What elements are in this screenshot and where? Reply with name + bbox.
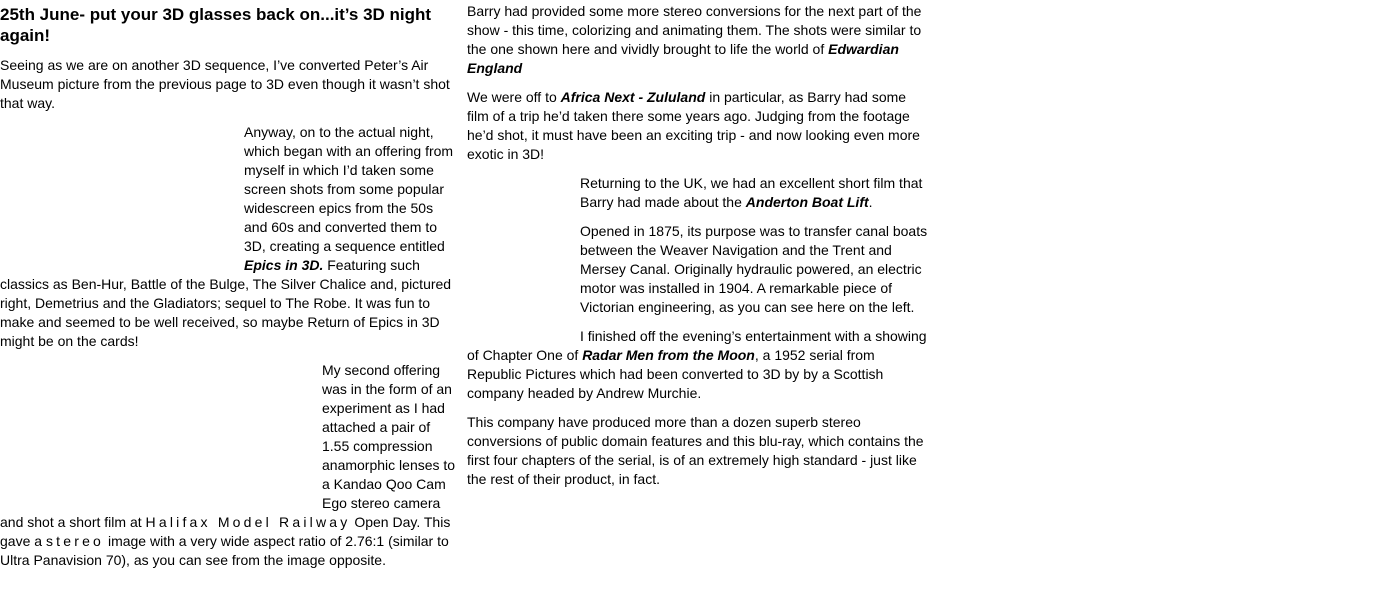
uk-paragraph: Returning to the UK, we had an excellent short film that Barry had made about the Anderton Boat Lift. bbox=[580, 175, 923, 210]
zululand-title: Africa Next - Zululand bbox=[560, 89, 706, 105]
edwardian-title: Edwardian England bbox=[467, 41, 899, 76]
epics-title: Epics in 3D. bbox=[244, 257, 324, 273]
africa-paragraph: We were off to Africa Next - Zululand in particular, as Barry had some film of a trip he’d taken there some years ago. Judging from the footage he’d shot, it must have been an exciting trip - and now looking even more exotic in 3D! bbox=[467, 89, 920, 162]
epics-paragraph: Anyway, on to the actual night, which began with an offering from myself in which I’d taken some screen shots from some popular widescreen epics from the 50s and 60s and converted them to 3D, creating a sequence entitled Epics in 3D. Featuring such classics as Ben-Hur, Battle of the Bulge, The Silver Chalice and, pictured right, Demetrius and the Gladiators; sequel to The Robe. It was fun to make and seemed to be well received, so maybe Return of Epics in 3D might be on the cards! bbox=[0, 124, 454, 349]
left-column bbox=[0, 0, 460, 580]
radar-title: Radar Men from the Moon bbox=[582, 347, 755, 363]
image-placeholder-railway bbox=[0, 361, 322, 501]
boatlift-paragraph: Opened in 1875, its purpose was to transfer canal boats between the Weaver Navigation and the Trent and Mersey Canal. Originally hydraulic powered, an electric motor was installed in 1904. A remarkable piece of Victorian engineering, as you can see here on the left. bbox=[580, 223, 928, 315]
image-placeholder-epics bbox=[0, 123, 244, 261]
radar-paragraph: I finished off the evening’s entertainment with a showing of Chapter One of Radar Men from the Moon, a 1952 serial from Republic Pictures which had been converted to 3D by by a Scottish company headed by Andrew Murchie. bbox=[467, 328, 927, 401]
anderton-title: Anderton Boat Lift bbox=[745, 194, 869, 210]
stereo-paragraph: Barry had provided some more stereo conversions for the next part of the show - this time, colorizing and animating them. The shots were similar to the one shown here and vividly brought to life the world of Edwardian England bbox=[467, 3, 922, 76]
image-placeholder-boatlift bbox=[467, 174, 580, 331]
intro-paragraph: Seeing as we are on another 3D sequence, I’ve converted Peter’s Air Museum picture from the previous page to 3D even though it wasn’t shot that way. bbox=[0, 57, 450, 111]
company-paragraph: This company have produced more than a dozen superb stereo conversions of public domain features and this blu-ray, which contains the first four chapters of the serial, is of an extremely high standard - just like the rest of their product, in fact. bbox=[467, 414, 924, 487]
experiment-paragraph: My second offering was in the form of an experiment as I had attached a pair of 1.55 compression anamorphic lenses to a Kandao Qoo Cam Ego stereo camera and shot a short film at Halifax Model Railway Open Day. This gave a stereo image with a very wide aspect ratio of 2.76:1 (similar to Ultra Panavision 70), as you can see from the image opposite. bbox=[0, 362, 456, 568]
page-title: 25th June- put your 3D glasses back on...it’s 3D night again! bbox=[0, 5, 432, 45]
right-column bbox=[467, 0, 929, 499]
